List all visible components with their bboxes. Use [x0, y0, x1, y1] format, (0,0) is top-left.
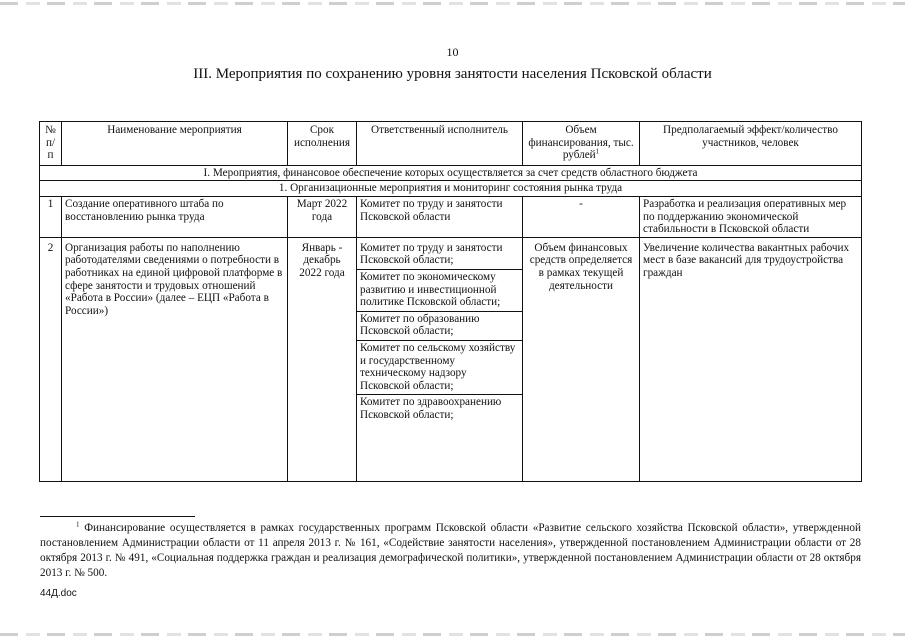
document-code: 44Д.doc [40, 588, 77, 599]
subsection-title: 1. Организационные мероприятия и мониторинг состояния рынка труда [40, 181, 862, 197]
scan-edge-bottom [0, 633, 905, 636]
row-name: Организация работы по наполнению работодателями сведениями о потребности в работниках на единой цифровой платформе в сфере занятости и трудовых отношений «Работа в России» (далее – ЕЦП «Работа в России») [62, 237, 288, 481]
header-funding-label: Объем финансирования, тыс. рублей [528, 124, 634, 162]
section-title: I. Мероприятия, финансовое обеспечение которых осуществляется за счет средств областного бюджета [40, 165, 862, 181]
table-row [40, 196, 862, 237]
row-responsible [357, 237, 523, 481]
row-funding: - [523, 196, 640, 237]
row-name: Создание оперативного штаба по восстановлению рынка труда [62, 196, 288, 237]
footnote-mark: 1 [76, 520, 80, 529]
header-effect: Предполагаемый эффект/количество участников, человек [640, 122, 862, 166]
footnote-text: Финансирование осуществляется в рамках государственных программ Псковской области «Развитие сельского хозяйства Псковской области», утвержденной постановлением Администрации области от 11 апреля 2013 г. № 161, «Содействие занятости населения», утвержденной постановлением Администрации области от 28 октября 2013 г. № 491, «Социальная поддержка граждан и реализация демографической политики», утвержденной постановлением Администрации области от 28 октября 2013 г. № 500. [40, 522, 862, 579]
row-num: 1 [40, 196, 62, 237]
responsible-item: Комитет по сельскому хозяйству и государственному техническому надзору Псковской области; [357, 341, 522, 395]
responsible-item: Комитет по экономическому развитию и инвестиционной политике Псковской области; [357, 270, 522, 312]
row-responsible: Комитет по труду и занятости Псковской области [357, 196, 523, 237]
header-responsible: Ответственный исполнитель [357, 122, 523, 166]
scan-edge-top [0, 2, 905, 5]
responsible-list [357, 241, 522, 424]
row-term: Январь - декабрь 2022 года [288, 237, 357, 481]
table-header-row [40, 122, 862, 166]
footnote [40, 521, 861, 581]
responsible-item: Комитет по труду и занятости Псковской области; [357, 241, 522, 270]
row-num: 2 [40, 237, 62, 481]
row-funding: Объем финансовых средств определяется в рамках текущей деятельности [523, 237, 640, 481]
footnote-divider [40, 516, 195, 517]
table-row [40, 237, 862, 481]
measures-table [39, 121, 862, 482]
page-number: 10 [446, 45, 459, 59]
header-name: Наименование мероприятия [62, 122, 288, 166]
row-effect: Увеличение количества вакантных рабочих мест в базе вакансий для трудоустройства граждан [640, 237, 862, 481]
row-effect: Разработка и реализация оперативных мер по поддержанию экономической стабильности в Псковской области [640, 196, 862, 237]
footnote-ref: 1 [595, 147, 600, 156]
row-term: Март 2022 года [288, 196, 357, 237]
header-num: № п/п [40, 122, 62, 166]
section-row [40, 165, 862, 181]
header-term: Срок исполнения [288, 122, 357, 166]
page-heading: III. Мероприятия по сохранению уровня занятости населения Псковской области [193, 66, 712, 82]
responsible-item: Комитет по здравоохранению Псковской области; [360, 396, 502, 421]
subsection-row [40, 181, 862, 197]
responsible-item: Комитет по образованию Псковской области; [357, 312, 522, 341]
header-funding [523, 122, 640, 166]
